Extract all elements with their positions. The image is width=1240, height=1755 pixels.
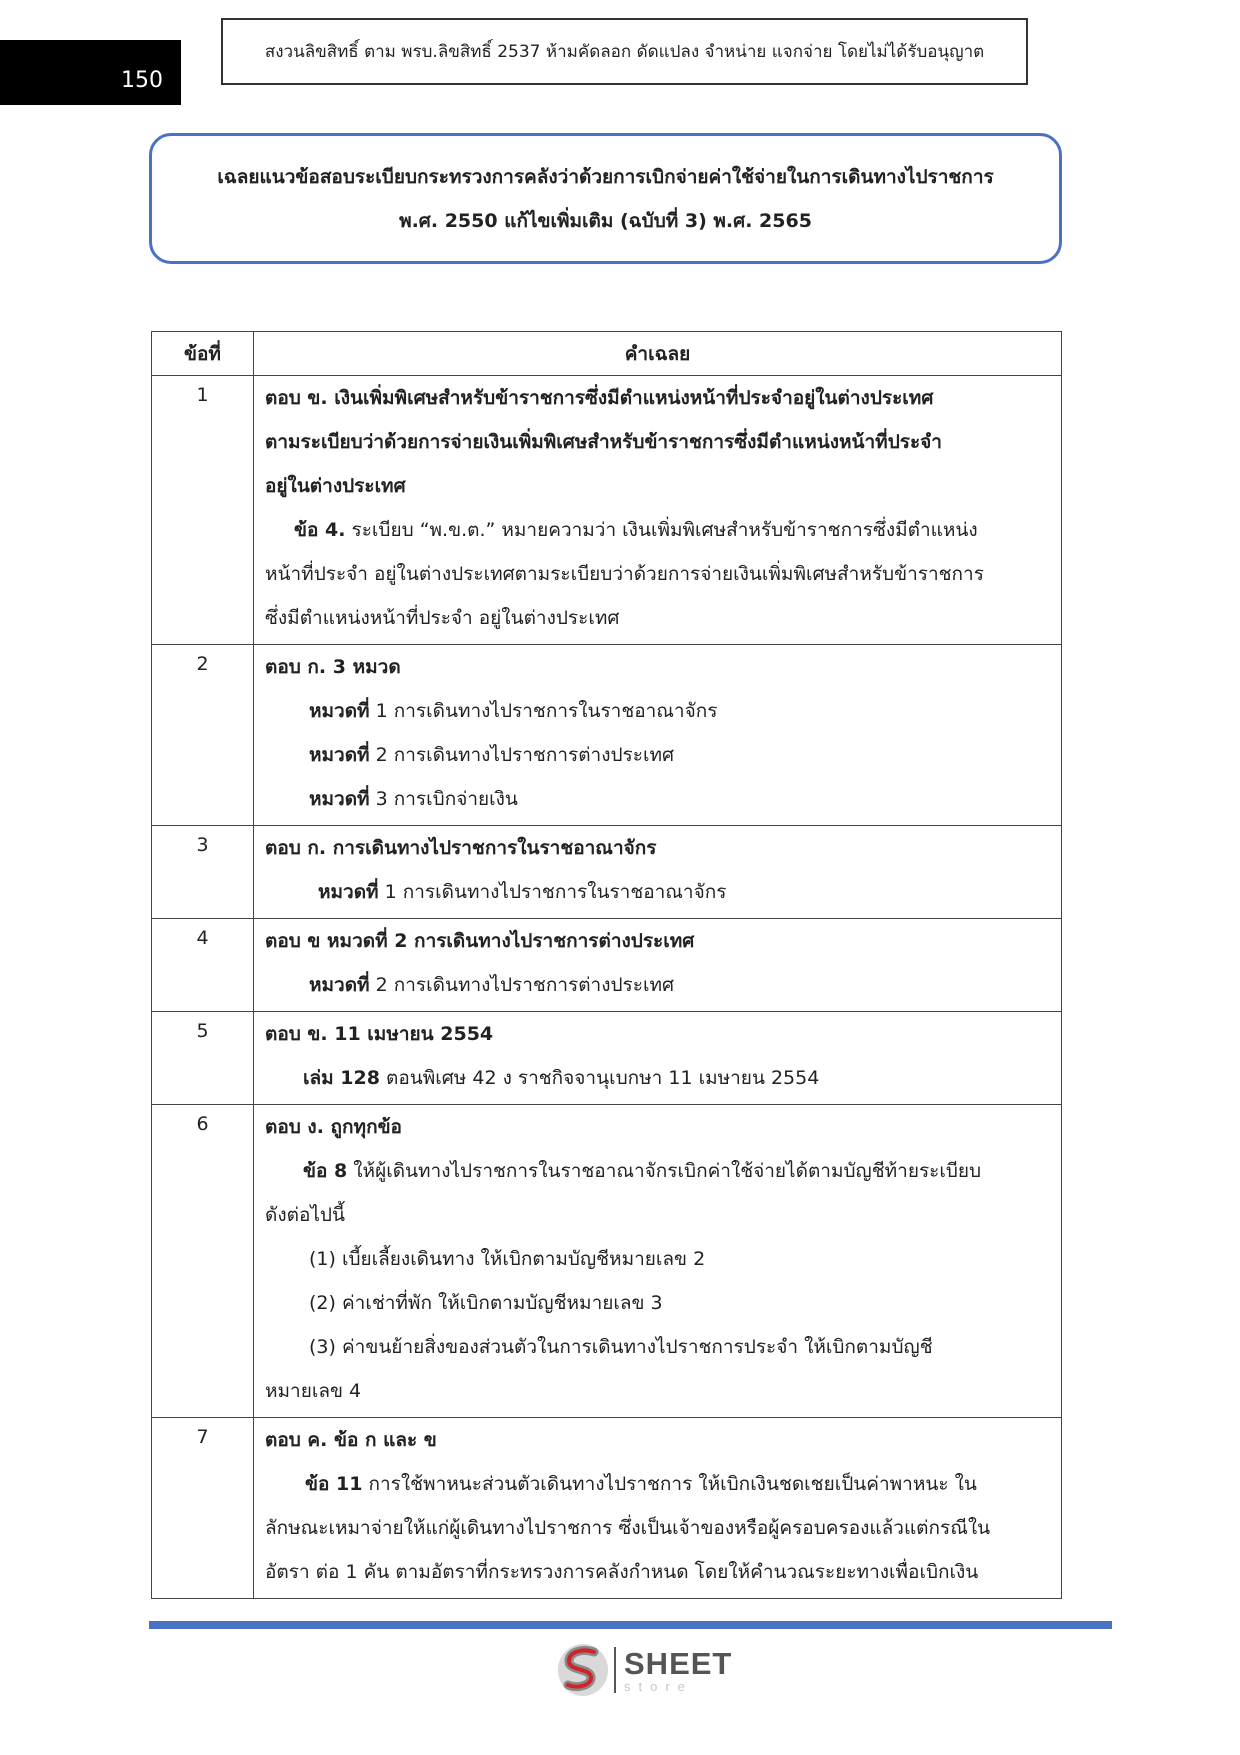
answer-line	[265, 689, 1050, 733]
question-number: 6	[152, 1105, 254, 1418]
table-header-row	[152, 332, 1062, 376]
clause-text: ให้ผู้เดินทางไปราชการในราชอาณาจักรเบิกค่าใช้จ่ายได้ตามบัญชีท้ายระเบียบ	[347, 1160, 982, 1182]
section-label: หมวดที่	[318, 881, 379, 903]
answer-line: ตามระเบียบว่าด้วยการจ่ายเงินเพิ่มพิเศษสำหรับข้าราชการซึ่งมีตำแหน่งหน้าที่ประจำ	[265, 431, 942, 453]
section-label: หมวดที่	[309, 700, 370, 722]
table-row	[152, 1012, 1062, 1105]
answer-line	[265, 777, 1050, 821]
section-text: 1 การเดินทางไปราชการในราชอาณาจักร	[369, 700, 718, 722]
answer-line: หน้าที่ประจำ อยู่ในต่างประเทศตามระเบียบว่าด้วยการจ่ายเงินเพิ่มพิเศษสำหรับข้าราชการ	[265, 563, 984, 585]
answer-line: ตอบ ก. 3 หมวด	[265, 656, 401, 678]
table-row	[152, 919, 1062, 1012]
volume-label: เล่ม 128	[303, 1067, 380, 1089]
answer-line: ตอบ ข หมวดที่ 2 การเดินทางไปราชการต่างประเทศ	[265, 930, 695, 952]
answer-line: หมายเลข 4	[265, 1380, 362, 1402]
answer-line	[265, 1056, 1050, 1100]
answer-cell	[254, 645, 1062, 826]
answer-line: ตอบ ก. การเดินทางไปราชการในราชอาณาจักร	[265, 837, 657, 859]
answer-line: (2) ค่าเช่าที่พัก ให้เบิกตามบัญชีหมายเลข 3	[309, 1292, 663, 1314]
logo-divider	[614, 1647, 616, 1693]
section-text: 2 การเดินทางไปราชการต่างประเทศ	[369, 744, 675, 766]
section-label: หมวดที่	[309, 788, 370, 810]
table-row	[152, 1418, 1062, 1599]
answer-line: อยู่ในต่างประเทศ	[265, 475, 406, 497]
table-row	[152, 826, 1062, 919]
column-header-number: ข้อที่	[152, 332, 254, 376]
answer-line	[265, 733, 1050, 777]
clause-text: การใช้พาหนะส่วนตัวเดินทางไปราชการ ให้เบิกเงินชดเชยเป็นค่าพาหนะ ใน	[362, 1473, 977, 1495]
answer-cell	[254, 1012, 1062, 1105]
section-text: 1 การเดินทางไปราชการในราชอาณาจักร	[378, 881, 727, 903]
question-number: 3	[152, 826, 254, 919]
answer-cell	[254, 826, 1062, 919]
section-text: 3 การเบิกจ่ายเงิน	[369, 788, 518, 810]
document-title	[149, 133, 1062, 264]
question-number: 1	[152, 376, 254, 645]
copyright-notice: สงวนลิขสิทธิ์ ตาม พรบ.ลิขสิทธิ์ 2537 ห้ามคัดลอก ดัดแปลง จำหน่าย แจกจ่าย โดยไม่ได้รับอนุญาต	[221, 18, 1028, 85]
question-number: 2	[152, 645, 254, 826]
answer-line	[265, 963, 1050, 1007]
answer-line: ตอบ ข. เงินเพิ่มพิเศษสำหรับข้าราชการซึ่งมีตำแหน่งหน้าที่ประจำอยู่ในต่างประเทศ	[265, 387, 934, 409]
section-label: หมวดที่	[309, 974, 370, 996]
sheet-store-logo	[556, 1642, 732, 1698]
clause-label: ข้อ 11	[305, 1473, 363, 1495]
answer-cell	[254, 1418, 1062, 1599]
logo-subtitle: store	[624, 1678, 693, 1694]
answer-cell	[254, 1105, 1062, 1418]
question-number: 4	[152, 919, 254, 1012]
logo-name: SHEET	[624, 1645, 733, 1681]
table-row	[152, 645, 1062, 826]
question-number: 7	[152, 1418, 254, 1599]
answer-line: (1) เบี้ยเลี้ยงเดินทาง ให้เบิกตามบัญชีหมายเลข 2	[309, 1248, 706, 1270]
question-number: 5	[152, 1012, 254, 1105]
answer-line	[265, 1462, 1050, 1506]
title-line-2: พ.ศ. 2550 แก้ไขเพิ่มเติม (ฉบับที่ 3) พ.ศ. 2565	[399, 209, 812, 232]
page-number-text: 150	[121, 68, 163, 93]
answer-table	[151, 331, 1062, 1599]
answer-line: ดังต่อไปนี้	[265, 1204, 345, 1226]
volume-text: ตอนพิเศษ 42 ง ราชกิจจานุเบกษา 11 เมษายน 2554	[379, 1067, 820, 1089]
table-row	[152, 376, 1062, 645]
section-text: 2 การเดินทางไปราชการต่างประเทศ	[369, 974, 675, 996]
answer-line: ตอบ ง. ถูกทุกข้อ	[265, 1116, 402, 1138]
table-row	[152, 1105, 1062, 1418]
logo-text	[624, 1645, 733, 1694]
answer-line: ซึ่งมีตำแหน่งหน้าที่ประจำ อยู่ในต่างประเทศ	[265, 607, 620, 629]
answer-line: ตอบ ข. 11 เมษายน 2554	[265, 1023, 494, 1045]
column-header-answer: คำเฉลย	[254, 332, 1062, 376]
answer-cell	[254, 376, 1062, 645]
title-line-1: เฉลยแนวข้อสอบระเบียบกระทรวงการคลังว่าด้วยการเบิกจ่ายค่าใช้จ่ายในการเดินทางไปราชการ	[217, 165, 994, 188]
answer-line	[265, 870, 1050, 914]
answer-line	[265, 508, 1050, 552]
page-number	[0, 40, 181, 105]
clause-label: ข้อ 4.	[294, 519, 346, 541]
answer-line: (3) ค่าขนย้ายสิ่งของส่วนตัวในการเดินทางไปราชการประจำ ให้เบิกตามบัญชี	[309, 1336, 933, 1358]
answer-line	[265, 1149, 1050, 1193]
answer-line: ตอบ ค. ข้อ ก และ ข	[265, 1429, 437, 1451]
footer-divider	[149, 1621, 1112, 1629]
clause-text: ระเบียบ “พ.ข.ต.” หมายความว่า เงินเพิ่มพิเศษสำหรับข้าราชการซึ่งมีตำแหน่ง	[345, 519, 978, 541]
section-label: หมวดที่	[309, 744, 370, 766]
answer-cell	[254, 919, 1062, 1012]
answer-line: ลักษณะเหมาจ่ายให้แก่ผู้เดินทางไปราชการ ซึ่งเป็นเจ้าของหรือผู้ครอบครองแล้วแต่กรณีใน	[265, 1517, 991, 1539]
answer-line: อัตรา ต่อ 1 คัน ตามอัตราที่กระทรวงการคลังกำหนด โดยให้คำนวณระยะทางเพื่อเบิกเงิน	[265, 1561, 979, 1583]
sheet-logo-icon	[556, 1642, 610, 1698]
clause-label: ข้อ 8	[303, 1160, 348, 1182]
